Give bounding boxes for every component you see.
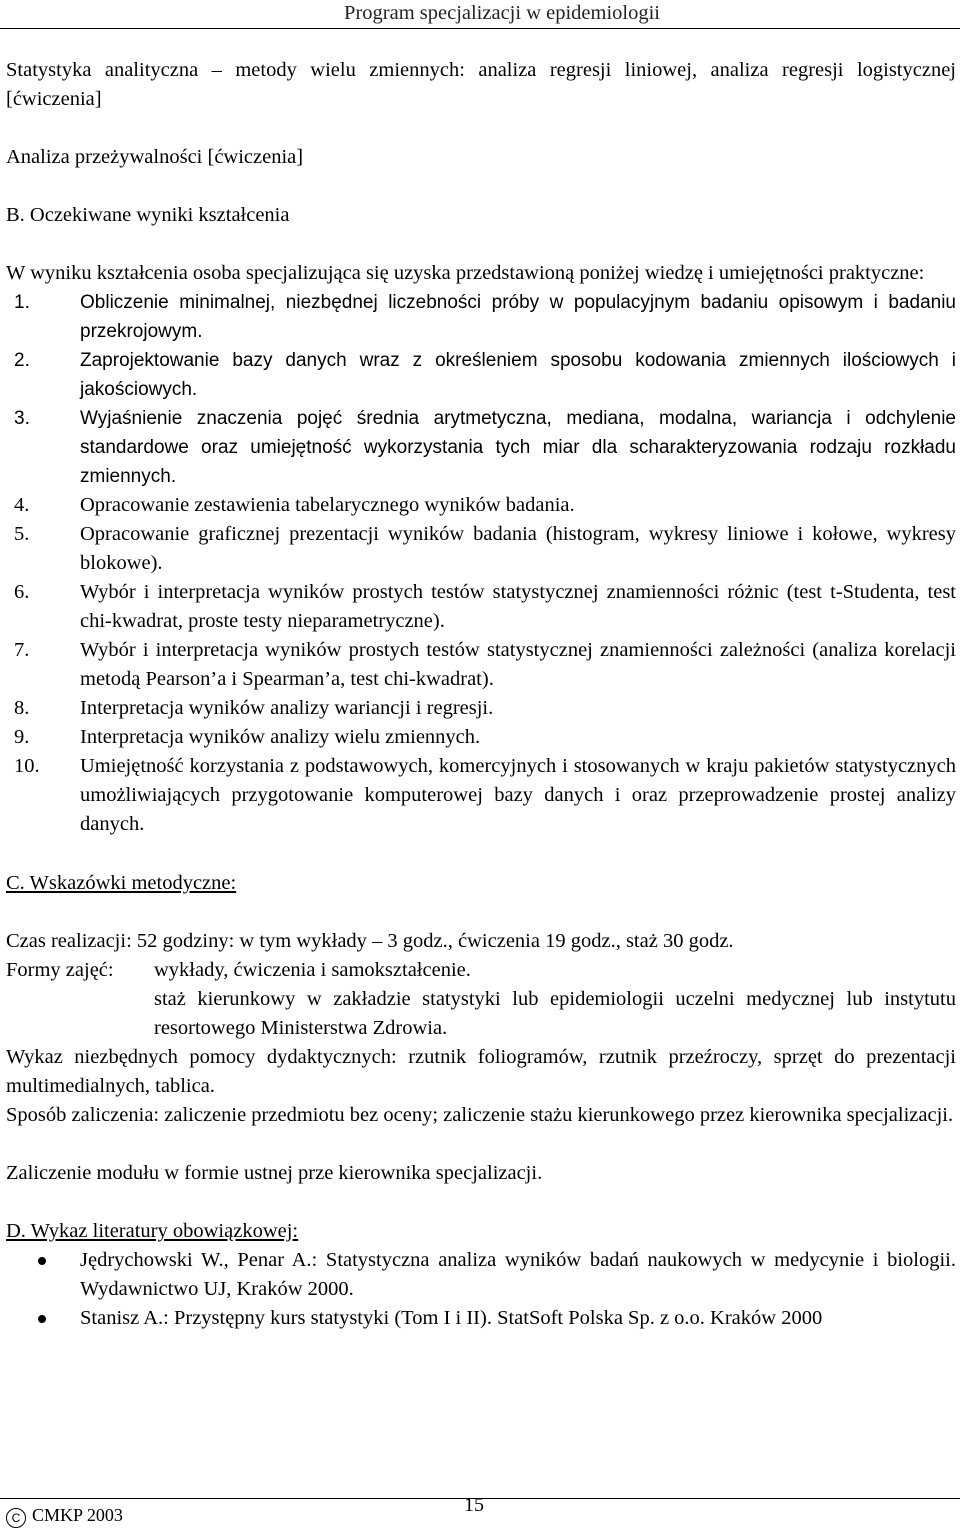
literature-item-text: Jędrychowski W., Penar A.: Statystyczna analiza wyników badań naukowych w medycynie i biologii. Wydawnictwo UJ, Kraków 2000. [80,1249,956,1300]
bullet-icon [38,1257,46,1265]
list-item [6,404,956,491]
list-item-text: Zaprojektowanie bazy danych wraz z określeniem sposobu kodowania zmiennych ilościowych i jakościowych. [80,350,956,400]
list-item [6,578,956,636]
copyright [6,1504,123,1528]
list-item-text: Obliczenie minimalnej, niezbędnej liczebności próby w populacyjnym badaniu opisowym i badaniu przekrojowym. [80,292,956,342]
list-item [6,752,956,839]
list-item-text: Wyjaśnienie znaczenia pojęć średnia arytmetyczna, mediana, modalna, wariancja i odchylenie standardowe oraz umiejętność wykorzystania tych miar dla scharakteryzowania rodzaju rozkładu zmiennych. [80,408,956,487]
formy-zajec [6,956,956,985]
intro-statystyka-analityczna: Statystyka analityczna – metody wielu zmiennych: analiza regresji liniowej, analiza regresji logistycznej [ćwiczenia] [6,59,956,110]
bullet-icon [38,1315,46,1323]
literature-list [6,1246,956,1333]
list-item-number: 7. [14,639,30,661]
intro-analiza-przezywalnosci: Analiza przeżywalności [ćwiczenia] [6,146,304,168]
formy-zajec-value-2: staż kierunkowy w zakładzie statystyki lub epidemiologii uczelni medycznej lub instytutu resortowego Ministerstwa Zdrowia. [154,988,956,1039]
list-item-number: 6. [14,581,30,603]
list-item [6,491,956,520]
section-d-heading: D. Wykaz literatury obowiązkowej: [6,1220,299,1242]
list-item-text: Opracowanie graficznej prezentacji wyników badania (histogram, wykresy liniowe i kołowe, wykresy blokowe). [80,523,956,574]
list-item [6,636,956,694]
list-item [6,288,956,346]
list-item-text: Opracowanie zestawienia tabelarycznego wyników badania. [80,494,575,516]
list-item-text: Wybór i interpretacja wyników prostych testów statystycznej znamienności zależności (analiza korelacji metodą Pearson’a i Spearman’a, test chi-kwadrat). [80,639,956,690]
list-item [6,346,956,404]
document-body [6,56,956,1333]
section-b-heading: B. Oczekiwane wyniki kształcenia [6,204,290,226]
list-item [6,520,956,578]
formy-zajec-label: Formy zajęć: [6,959,114,981]
formy-zajec-value-1: wykłady, ćwiczenia i samokształcenie. [154,959,471,981]
sposob-zaliczenia: Sposób zaliczenia: zaliczenie przedmiotu bez oceny; zaliczenie stażu kierunkowego przez kierownika specjalizacji. [6,1104,954,1126]
list-item-number: 5. [14,523,30,545]
running-header [0,0,660,26]
wykaz-pomocy: Wykaz niezbędnych pomocy dydaktycznych: rzutnik foliogramów, rzutnik przeźroczy, sprzęt do prezentacji multimedialnych, tablica. [6,1046,956,1097]
list-item-number: 1. [14,292,30,313]
section-c-heading: C. Wskazówki metodyczne: [6,872,237,894]
header-rule [0,28,960,29]
list-item-text: Interpretacja wyników analizy wariancji i regresji. [80,697,494,719]
list-item [6,694,956,723]
list-item-number: 3. [14,408,30,429]
zaliczenie-modulu: Zaliczenie modułu w formie ustnej prze kierownika specjalizacji. [6,1162,543,1184]
literature-item [6,1304,956,1333]
list-item-text: Umiejętność korzystania z podstawowych, komercyjnych i stosowanych w kraju pakietów statystycznych umożliwiających przygotowanie komputerowej bazy danych i oraz przeprowadzenie prostej analizy danych. [80,755,956,835]
list-item-number: 10. [14,755,40,777]
list-item-number: 9. [14,726,30,748]
copyright-icon: C [6,1508,26,1528]
page-number: 15 [464,1494,484,1516]
list-item-number: 4. [14,494,30,516]
literature-item-text: Stanisz A.: Przystępny kurs statystyki (Tom I i II). StatSoft Polska Sp. z o.o. Kraków 2000 [80,1307,823,1329]
learning-outcomes-list [6,288,956,839]
header-title: Program specjalizacji w epidemiologii [344,2,660,24]
page-footer [0,1484,960,1524]
literature-item [6,1246,956,1304]
section-b-intro: W wyniku kształcenia osoba specjalizująca się uzyska przedstawioną poniżej wiedzę i umiejętności praktyczne: [6,262,925,284]
czas-realizacji: Czas realizacji: 52 godziny: w tym wykłady – 3 godz., ćwiczenia 19 godz., staż 30 godz. [6,930,734,952]
list-item-text: Interpretacja wyników analizy wielu zmiennych. [80,726,481,748]
list-item-text: Wybór i interpretacja wyników prostych testów statystycznej znamienności różnic (test t-Studenta, test chi-kwadrat, proste testy nieparametryczne). [80,581,956,632]
list-item-number: 2. [14,350,30,371]
list-item-number: 8. [14,697,30,719]
copyright-text: CMKP 2003 [32,1505,123,1525]
list-item [6,723,956,752]
